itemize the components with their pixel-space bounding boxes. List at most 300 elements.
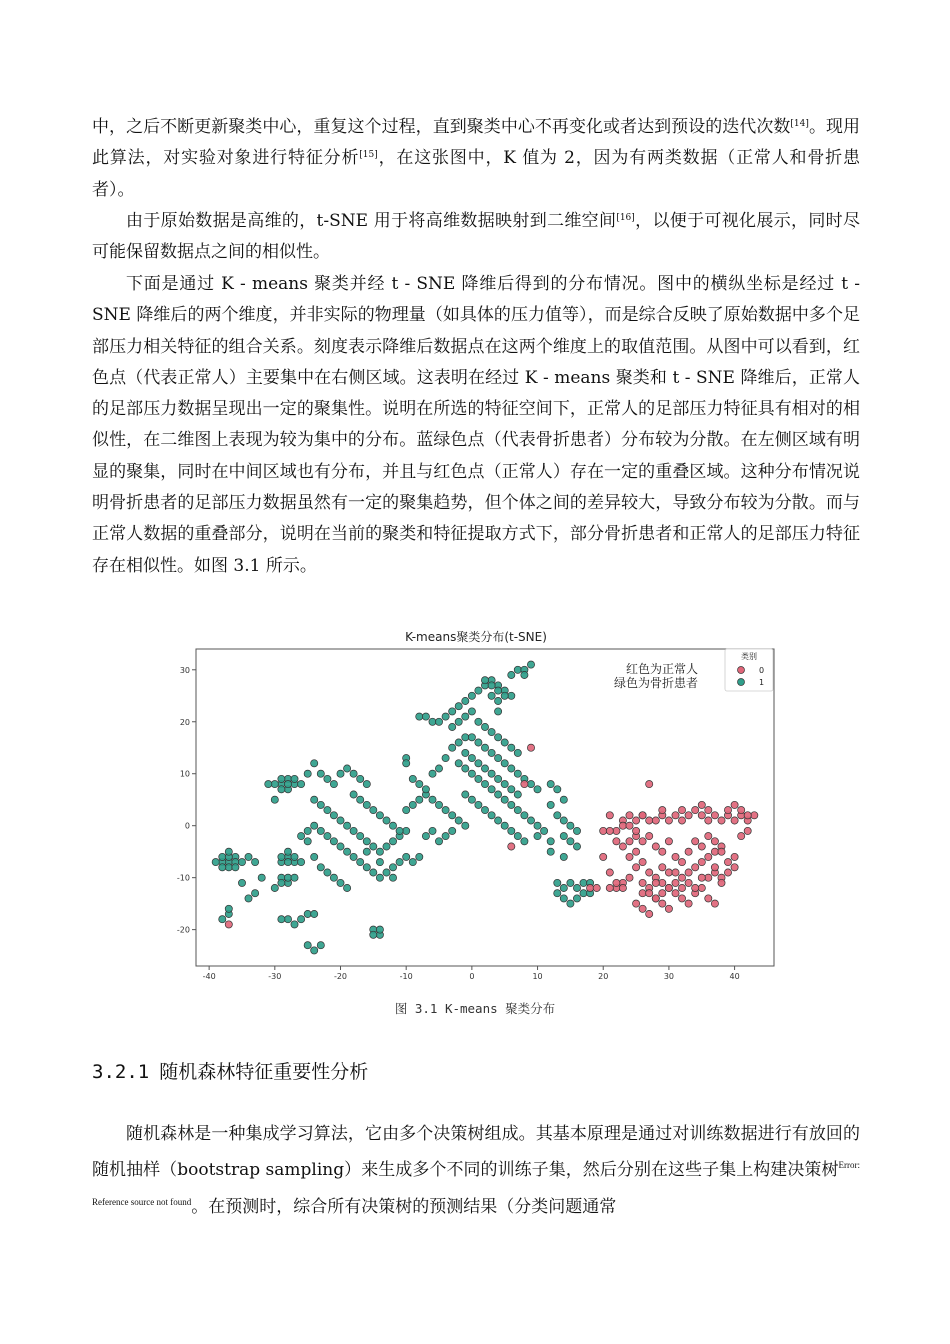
scatter-point-cluster-1 xyxy=(271,796,278,803)
scatter-point-cluster-0 xyxy=(678,874,685,881)
citation[interactable]: [16] xyxy=(616,213,635,223)
scatter-point-cluster-0 xyxy=(698,801,705,808)
scatter-point-cluster-1 xyxy=(567,838,574,845)
scatter-point-cluster-1 xyxy=(573,895,580,902)
scatter-point-cluster-1 xyxy=(284,848,291,855)
chart-title: K-means聚类分布(t-SNE) xyxy=(405,630,547,644)
scatter-point-cluster-0 xyxy=(626,822,633,829)
scatter-point-cluster-1 xyxy=(311,853,318,860)
scatter-point-cluster-1 xyxy=(363,801,370,808)
scatter-point-cluster-1 xyxy=(527,781,534,788)
legend-label-0: 0 xyxy=(759,666,765,675)
scatter-point-cluster-0 xyxy=(685,812,692,819)
y-tick-label: -10 xyxy=(176,873,190,883)
scatter-point-cluster-1 xyxy=(514,791,521,798)
y-tick-label: -20 xyxy=(176,925,190,935)
scatter-point-cluster-0 xyxy=(678,895,685,902)
scatter-point-cluster-0 xyxy=(619,843,626,850)
scatter-point-cluster-1 xyxy=(501,796,508,803)
scatter-point-cluster-1 xyxy=(475,739,482,746)
scatter-point-cluster-0 xyxy=(633,827,640,834)
scatter-point-cluster-0 xyxy=(652,817,659,824)
scatter-point-cluster-0 xyxy=(724,869,731,876)
scatter-point-cluster-1 xyxy=(573,884,580,891)
scatter-point-cluster-0 xyxy=(705,807,712,814)
scatter-point-cluster-0 xyxy=(731,801,738,808)
scatter-point-cluster-1 xyxy=(291,853,298,860)
scatter-point-cluster-1 xyxy=(481,807,488,814)
scatter-point-cluster-1 xyxy=(508,786,515,793)
scatter-point-cluster-1 xyxy=(363,838,370,845)
scatter-point-cluster-1 xyxy=(573,827,580,834)
scatter-point-cluster-0 xyxy=(698,884,705,891)
scatter-point-cluster-0 xyxy=(606,884,613,891)
scatter-point-cluster-1 xyxy=(324,775,331,782)
scatter-point-cluster-1 xyxy=(429,796,436,803)
scatter-point-cluster-1 xyxy=(304,942,311,949)
paragraph-kmeans-intro xyxy=(92,112,860,206)
scatter-point-cluster-0 xyxy=(731,853,738,860)
scatter-point-cluster-1 xyxy=(501,822,508,829)
scatter-point-cluster-0 xyxy=(626,838,633,845)
scatter-point-cluster-1 xyxy=(304,827,311,834)
scatter-point-cluster-1 xyxy=(219,853,226,860)
y-tick-label: 20 xyxy=(179,717,190,727)
scatter-point-cluster-0 xyxy=(711,864,718,871)
scatter-point-cluster-1 xyxy=(219,916,226,923)
scatter-point-cluster-1 xyxy=(324,807,331,814)
scatter-point-cluster-0 xyxy=(731,817,738,824)
scatter-point-cluster-0 xyxy=(659,848,666,855)
scatter-point-cluster-1 xyxy=(495,755,502,762)
paragraph-text: 中，之后不断更新聚类中心，重复这个过程，直到聚类中心不再变化或者达到预设的迭代次数 xyxy=(92,117,791,137)
scatter-point-cluster-1 xyxy=(501,760,508,767)
scatter-point-cluster-1 xyxy=(225,864,232,871)
scatter-point-cluster-1 xyxy=(449,708,456,715)
scatter-point-cluster-0 xyxy=(619,822,626,829)
scatter-point-cluster-0 xyxy=(626,853,633,860)
scatter-point-cluster-1 xyxy=(422,713,429,720)
legend-title: 类别 xyxy=(741,652,757,661)
scatter-point-cluster-1 xyxy=(363,781,370,788)
scatter-point-cluster-1 xyxy=(291,775,298,782)
legend-label-1: 1 xyxy=(759,678,765,687)
scatter-point-cluster-0 xyxy=(626,812,633,819)
x-tick-label: 0 xyxy=(469,972,475,979)
scatter-point-cluster-0 xyxy=(711,848,718,855)
scatter-point-cluster-1 xyxy=(481,744,488,751)
scatter-point-cluster-1 xyxy=(449,744,456,751)
scatter-point-cluster-1 xyxy=(317,942,324,949)
scatter-point-cluster-1 xyxy=(495,697,502,704)
scatter-point-cluster-1 xyxy=(501,739,508,746)
scatter-point-cluster-0 xyxy=(613,827,620,834)
scatter-point-cluster-0 xyxy=(705,895,712,902)
scatter-point-cluster-0 xyxy=(698,843,705,850)
x-tick-label: -10 xyxy=(399,972,413,979)
scatter-point-cluster-0 xyxy=(600,827,607,834)
scatter-point-cluster-1 xyxy=(238,879,245,886)
scatter-point-cluster-0 xyxy=(692,838,699,845)
scatter-point-cluster-1 xyxy=(495,775,502,782)
scatter-point-cluster-0 xyxy=(698,812,705,819)
x-tick-label: 20 xyxy=(598,972,609,979)
section-heading xyxy=(92,1057,368,1084)
paragraph-random-forest xyxy=(92,1119,860,1223)
scatter-point-cluster-1 xyxy=(252,890,259,897)
section-number: 3.2.1 xyxy=(92,1061,150,1083)
scatter-point-cluster-0 xyxy=(652,879,659,886)
scatter-point-cluster-0 xyxy=(606,827,613,834)
scatter-point-cluster-1 xyxy=(330,781,337,788)
scatter-point-cluster-0 xyxy=(705,833,712,840)
kmeans-tsne-chart xyxy=(171,624,781,979)
scatter-point-cluster-1 xyxy=(330,838,337,845)
scatter-point-cluster-1 xyxy=(324,869,331,876)
scatter-point-cluster-1 xyxy=(442,713,449,720)
citation[interactable]: [14] xyxy=(790,119,809,129)
scatter-point-cluster-1 xyxy=(449,812,456,819)
scatter-point-cluster-1 xyxy=(278,786,285,793)
scatter-point-cluster-1 xyxy=(567,822,574,829)
scatter-point-cluster-1 xyxy=(350,791,357,798)
scatter-point-cluster-1 xyxy=(317,770,324,777)
scatter-point-cluster-1 xyxy=(554,812,561,819)
scatter-point-cluster-0 xyxy=(659,879,666,886)
scatter-point-cluster-1 xyxy=(435,838,442,845)
annotation xyxy=(614,661,698,690)
scatter-point-cluster-1 xyxy=(560,796,567,803)
scatter-point-cluster-0 xyxy=(672,812,679,819)
scatter-point-cluster-1 xyxy=(344,884,351,891)
scatter-point-cluster-1 xyxy=(403,853,410,860)
scatter-point-cluster-1 xyxy=(495,708,502,715)
scatter-point-cluster-0 xyxy=(665,905,672,912)
scatter-point-cluster-1 xyxy=(396,859,403,866)
citation[interactable]: [15] xyxy=(359,150,378,161)
scatter-point-cluster-1 xyxy=(547,838,554,845)
scatter-point-cluster-1 xyxy=(271,884,278,891)
scatter-point-cluster-1 xyxy=(357,775,364,782)
scatter-point-cluster-0 xyxy=(508,843,515,850)
scatter-point-cluster-0 xyxy=(619,884,626,891)
scatter-point-cluster-1 xyxy=(304,770,311,777)
scatter-point-cluster-1 xyxy=(389,874,396,881)
scatter-point-cluster-1 xyxy=(232,864,239,871)
scatter-point-cluster-1 xyxy=(317,801,324,808)
scatter-point-cluster-1 xyxy=(567,879,574,886)
scatter-point-cluster-1 xyxy=(514,770,521,777)
scatter-point-cluster-1 xyxy=(580,890,587,897)
scatter-point-cluster-0 xyxy=(705,817,712,824)
scatter-point-cluster-1 xyxy=(422,833,429,840)
scatter-point-cluster-1 xyxy=(416,781,423,788)
scatter-point-cluster-1 xyxy=(534,833,541,840)
scatter-point-cluster-1 xyxy=(311,910,318,917)
scatter-point-cluster-0 xyxy=(685,869,692,876)
scatter-point-cluster-1 xyxy=(462,734,469,741)
scatter-point-cluster-0 xyxy=(685,848,692,855)
paragraph-text: 。在预测时，综合所有决策树的预测结果（分类问题通常 xyxy=(191,1196,617,1217)
scatter-point-cluster-1 xyxy=(521,671,528,678)
scatter-point-cluster-1 xyxy=(475,760,482,767)
scatter-point-cluster-1 xyxy=(344,848,351,855)
scatter-point-cluster-1 xyxy=(449,827,456,834)
scatter-point-cluster-1 xyxy=(468,692,475,699)
scatter-point-cluster-1 xyxy=(357,796,364,803)
scatter-point-cluster-0 xyxy=(685,900,692,907)
scatter-point-cluster-1 xyxy=(429,827,436,834)
scatter-point-cluster-1 xyxy=(488,786,495,793)
scatter-point-cluster-1 xyxy=(475,775,482,782)
figure-caption: 图 3.1 K-means 聚类分布 xyxy=(394,1001,556,1016)
scatter-point-cluster-1 xyxy=(403,760,410,767)
scatter-point-cluster-1 xyxy=(357,859,364,866)
scatter-point-cluster-0 xyxy=(652,895,659,902)
scatter-point-cluster-0 xyxy=(639,905,646,912)
scatter-point-cluster-1 xyxy=(265,781,272,788)
scatter-point-cluster-1 xyxy=(416,796,423,803)
scatter-point-cluster-1 xyxy=(462,713,469,720)
scatter-point-cluster-1 xyxy=(560,833,567,840)
scatter-plot xyxy=(171,624,781,979)
scatter-point-cluster-1 xyxy=(560,895,567,902)
scatter-point-cluster-0 xyxy=(626,874,633,881)
scatter-point-cluster-0 xyxy=(593,884,600,891)
scatter-point-cluster-1 xyxy=(370,931,377,938)
scatter-point-cluster-0 xyxy=(639,890,646,897)
scatter-point-cluster-0 xyxy=(659,864,666,871)
scatter-point-cluster-1 xyxy=(278,775,285,782)
scatter-point-cluster-1 xyxy=(409,859,416,866)
scatter-point-cluster-0 xyxy=(678,859,685,866)
scatter-point-cluster-0 xyxy=(646,833,653,840)
scatter-point-cluster-1 xyxy=(429,718,436,725)
reference-error: Error: Reference source not found xyxy=(92,1160,860,1207)
scatter-point-cluster-1 xyxy=(416,853,423,860)
x-tick-label: -30 xyxy=(268,972,282,979)
x-tick-label: 10 xyxy=(532,972,543,979)
paragraph-text: 。现用此算法，对实验对象进行特征分析 xyxy=(92,117,861,169)
scatter-point-cluster-0 xyxy=(698,874,705,881)
scatter-point-cluster-1 xyxy=(403,807,410,814)
scatter-point-cluster-1 xyxy=(344,822,351,829)
scatter-point-cluster-0 xyxy=(711,838,718,845)
scatter-point-cluster-1 xyxy=(501,692,508,699)
scatter-point-cluster-1 xyxy=(317,827,324,834)
scatter-point-cluster-0 xyxy=(678,807,685,814)
scatter-point-cluster-1 xyxy=(495,734,502,741)
y-tick-label: 10 xyxy=(179,769,190,779)
scatter-point-cluster-1 xyxy=(389,822,396,829)
scatter-point-cluster-1 xyxy=(298,859,305,866)
scatter-point-cluster-1 xyxy=(521,812,528,819)
scatter-point-cluster-0 xyxy=(731,864,738,871)
scatter-point-cluster-0 xyxy=(692,864,699,871)
scatter-point-cluster-1 xyxy=(291,874,298,881)
legend-marker-1 xyxy=(738,679,745,686)
scatter-point-cluster-1 xyxy=(383,843,390,850)
scatter-point-cluster-1 xyxy=(462,765,469,772)
scatter-point-cluster-0 xyxy=(646,869,653,876)
scatter-point-cluster-1 xyxy=(337,879,344,886)
scatter-point-cluster-0 xyxy=(521,781,528,788)
scatter-point-cluster-1 xyxy=(455,760,462,767)
scatter-point-cluster-0 xyxy=(613,838,620,845)
scatter-point-cluster-1 xyxy=(573,843,580,850)
annotation-line-2: 绿色为骨折患者 xyxy=(613,676,698,690)
scatter-point-cluster-1 xyxy=(350,827,357,834)
scatter-point-cluster-0 xyxy=(659,890,666,897)
scatter-point-cluster-1 xyxy=(481,677,488,684)
scatter-point-cluster-1 xyxy=(455,718,462,725)
scatter-point-cluster-1 xyxy=(389,864,396,871)
scatter-point-cluster-1 xyxy=(547,848,554,855)
scatter-point-cluster-1 xyxy=(403,827,410,834)
scatter-point-cluster-0 xyxy=(678,884,685,891)
scatter-point-cluster-1 xyxy=(344,765,351,772)
scatter-point-cluster-0 xyxy=(751,812,758,819)
scatter-point-cluster-0 xyxy=(665,869,672,876)
scatter-point-cluster-1 xyxy=(330,812,337,819)
scatter-point-cluster-0 xyxy=(665,884,672,891)
scatter-point-cluster-1 xyxy=(442,833,449,840)
scatter-point-cluster-1 xyxy=(508,692,515,699)
scatter-point-cluster-1 xyxy=(363,848,370,855)
scatter-point-cluster-1 xyxy=(534,822,541,829)
x-tick-label: 30 xyxy=(663,972,675,979)
scatter-point-cluster-1 xyxy=(468,734,475,741)
scatter-point-cluster-1 xyxy=(317,864,324,871)
scatter-point-cluster-1 xyxy=(527,817,534,824)
x-tick-label: -40 xyxy=(202,972,216,979)
scatter-point-cluster-1 xyxy=(475,718,482,725)
scatter-point-cluster-0 xyxy=(665,817,672,824)
scatter-point-cluster-1 xyxy=(212,859,219,866)
scatter-point-cluster-1 xyxy=(508,827,515,834)
scatter-point-cluster-1 xyxy=(435,765,442,772)
scatter-point-cluster-1 xyxy=(271,781,278,788)
scatter-point-cluster-1 xyxy=(462,791,469,798)
scatter-point-cluster-1 xyxy=(225,905,232,912)
paragraph-text: ，在这张图中，K 值为 2，因为有两类数据（正常人和骨折患者）。 xyxy=(92,148,861,200)
scatter-point-cluster-1 xyxy=(330,874,337,881)
scatter-point-cluster-1 xyxy=(298,781,305,788)
scatter-point-cluster-1 xyxy=(468,755,475,762)
scatter-point-cluster-1 xyxy=(495,687,502,694)
scatter-point-cluster-1 xyxy=(468,770,475,777)
scatter-point-cluster-1 xyxy=(298,833,305,840)
scatter-point-cluster-1 xyxy=(481,781,488,788)
scatter-point-cluster-1 xyxy=(304,910,311,917)
scatter-point-cluster-0 xyxy=(711,812,718,819)
scatter-point-cluster-0 xyxy=(639,812,646,819)
scatter-point-cluster-0 xyxy=(672,853,679,860)
scatter-point-cluster-1 xyxy=(455,817,462,824)
scatter-point-cluster-1 xyxy=(396,827,403,834)
scatter-point-cluster-1 xyxy=(468,708,475,715)
scatter-point-cluster-1 xyxy=(488,749,495,756)
scatter-point-cluster-1 xyxy=(554,890,561,897)
scatter-point-cluster-0 xyxy=(600,853,607,860)
scatter-point-cluster-0 xyxy=(659,900,666,907)
scatter-point-cluster-1 xyxy=(409,801,416,808)
scatter-point-cluster-0 xyxy=(685,879,692,886)
scatter-point-cluster-1 xyxy=(311,947,318,954)
scatter-point-cluster-1 xyxy=(488,812,495,819)
scatter-point-cluster-1 xyxy=(554,879,561,886)
scatter-point-cluster-1 xyxy=(560,817,567,824)
scatter-point-cluster-1 xyxy=(429,770,436,777)
scatter-point-cluster-1 xyxy=(554,786,561,793)
scatter-point-cluster-0 xyxy=(698,859,705,866)
scatter-point-cluster-0 xyxy=(744,827,751,834)
scatter-point-cluster-1 xyxy=(298,916,305,923)
scatter-point-cluster-1 xyxy=(481,723,488,730)
scatter-point-cluster-0 xyxy=(744,812,751,819)
scatter-point-cluster-1 xyxy=(521,838,528,845)
scatter-point-cluster-1 xyxy=(245,853,252,860)
scatter-point-cluster-1 xyxy=(435,718,442,725)
scatter-point-cluster-1 xyxy=(527,661,534,668)
scatter-point-cluster-1 xyxy=(350,853,357,860)
scatter-point-cluster-1 xyxy=(311,760,318,767)
scatter-point-cluster-1 xyxy=(547,801,554,808)
scatter-point-cluster-0 xyxy=(606,869,613,876)
scatter-point-cluster-1 xyxy=(376,859,383,866)
scatter-point-cluster-0 xyxy=(633,900,640,907)
scatter-point-cluster-0 xyxy=(639,838,646,845)
scatter-point-cluster-1 xyxy=(278,916,285,923)
scatter-point-cluster-1 xyxy=(376,812,383,819)
scatter-point-cluster-1 xyxy=(291,921,298,928)
scatter-point-cluster-1 xyxy=(580,879,587,886)
scatter-point-cluster-0 xyxy=(646,910,653,917)
scatter-point-cluster-1 xyxy=(442,755,449,762)
scatter-point-cluster-1 xyxy=(560,884,567,891)
scatter-point-cluster-0 xyxy=(633,864,640,871)
scatter-point-cluster-0 xyxy=(692,884,699,891)
scatter-point-cluster-1 xyxy=(455,703,462,710)
scatter-point-cluster-1 xyxy=(284,874,291,881)
scatter-point-cluster-0 xyxy=(646,781,653,788)
scatter-point-cluster-1 xyxy=(488,770,495,777)
scatter-point-cluster-1 xyxy=(304,838,311,845)
scatter-point-cluster-0 xyxy=(659,807,666,814)
scatter-point-cluster-1 xyxy=(488,692,495,699)
scatter-point-cluster-1 xyxy=(337,817,344,824)
scatter-point-cluster-1 xyxy=(547,781,554,788)
scatter-point-cluster-1 xyxy=(488,729,495,736)
section-title: 随机森林特征重要性分析 xyxy=(159,1061,369,1083)
paragraph-text: 随机森林是一种集成学习算法，它由多个决策树组成。其基本原理是通过对训练数据进行有放回的随机抽样（bootstrap sampling）来生成多个不同的训练子集，然后分别在这些子集上构建决策树 xyxy=(92,1124,860,1181)
scatter-point-cluster-1 xyxy=(534,786,541,793)
scatter-point-cluster-0 xyxy=(718,879,725,886)
scatter-point-cluster-1 xyxy=(416,713,423,720)
scatter-point-cluster-1 xyxy=(337,770,344,777)
scatter-point-cluster-1 xyxy=(225,848,232,855)
scatter-point-cluster-1 xyxy=(514,807,521,814)
scatter-point-cluster-0 xyxy=(646,890,653,897)
scatter-point-cluster-1 xyxy=(383,869,390,876)
scatter-point-cluster-1 xyxy=(350,770,357,777)
scatter-point-cluster-0 xyxy=(705,853,712,860)
scatter-point-cluster-1 xyxy=(495,817,502,824)
scatter-point-cluster-1 xyxy=(278,853,285,860)
scatter-point-cluster-0 xyxy=(527,744,534,751)
scatter-point-cluster-1 xyxy=(468,796,475,803)
scatter-point-cluster-0 xyxy=(705,874,712,881)
